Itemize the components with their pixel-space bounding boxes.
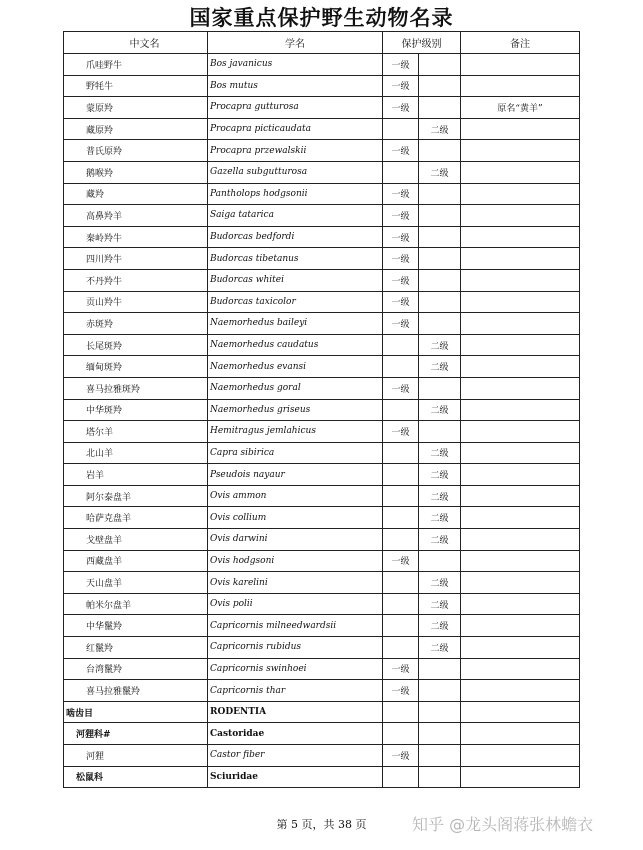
table-row (64, 118, 580, 140)
level-one-cell (383, 442, 419, 464)
note-cell (461, 377, 580, 399)
note-cell (461, 140, 580, 162)
level-one-cell: 一级 (383, 183, 419, 205)
scientific-name-cell: Ovis hodgsoni (208, 550, 383, 572)
note-cell (461, 269, 580, 291)
chinese-name-cell: 松鼠科 (64, 766, 208, 788)
table-row (64, 377, 580, 399)
note-cell (461, 399, 580, 421)
scientific-name-cell: Naemorhedus goral (208, 377, 383, 399)
table-row (64, 334, 580, 356)
chinese-name-cell: 北山羊 (64, 442, 208, 464)
chinese-name-cell: 哈萨克盘羊 (64, 507, 208, 529)
scientific-name-cell: Ovis polii (208, 593, 383, 615)
scientific-name-cell: Hemitragus jemlahicus (208, 421, 383, 443)
table-row (64, 745, 580, 767)
scientific-name-cell: RODENTIA (208, 701, 383, 723)
level-one-cell: 一级 (383, 745, 419, 767)
level-two-cell (419, 183, 461, 205)
level-two-cell: 二级 (419, 356, 461, 378)
level-two-cell: 二级 (419, 529, 461, 551)
table-row (64, 399, 580, 421)
scientific-name-cell: Capra sibirica (208, 442, 383, 464)
note-cell (461, 54, 580, 76)
level-one-cell (383, 161, 419, 183)
level-two-cell: 二级 (419, 464, 461, 486)
note-cell (461, 485, 580, 507)
scientific-name-cell: Bos mutus (208, 75, 383, 97)
chinese-name-cell: 藏羚 (64, 183, 208, 205)
scientific-name-cell: Budorcas whitei (208, 269, 383, 291)
level-one-cell: 一级 (383, 421, 419, 443)
level-two-cell: 二级 (419, 161, 461, 183)
table-row (64, 75, 580, 97)
chinese-name-cell: 台湾鬣羚 (64, 658, 208, 680)
chinese-name-cell: 阿尔泰盘羊 (64, 485, 208, 507)
chinese-name-cell: 喜马拉雅鬣羚 (64, 680, 208, 702)
chinese-name-cell: 河狸科# (64, 723, 208, 745)
note-cell (461, 442, 580, 464)
header-sci: 学名 (208, 32, 383, 54)
scientific-name-cell: Castoridae (208, 723, 383, 745)
note-cell (461, 572, 580, 594)
level-two-cell (419, 75, 461, 97)
header-note: 备注 (461, 32, 580, 54)
level-two-cell (419, 680, 461, 702)
scientific-name-cell: Capricornis thar (208, 680, 383, 702)
note-cell (461, 161, 580, 183)
scientific-name-cell: Ovis karelini (208, 572, 383, 594)
level-one-cell (383, 572, 419, 594)
level-one-cell (383, 529, 419, 551)
scientific-name-cell: Bos javanicus (208, 54, 383, 76)
level-two-cell (419, 745, 461, 767)
level-one-cell (383, 593, 419, 615)
note-cell (461, 723, 580, 745)
level-two-cell (419, 140, 461, 162)
table-row (64, 766, 580, 788)
note-cell (461, 356, 580, 378)
table-row (64, 248, 580, 270)
scientific-name-cell: Procapra picticaudata (208, 118, 383, 140)
chinese-name-cell: 中华鬣羚 (64, 615, 208, 637)
level-one-cell (383, 118, 419, 140)
scientific-name-cell: Ovis darwini (208, 529, 383, 551)
level-two-cell (419, 766, 461, 788)
scientific-name-cell: Ovis collium (208, 507, 383, 529)
chinese-name-cell: 爪哇野牛 (64, 54, 208, 76)
level-two-cell (419, 54, 461, 76)
table-row (64, 291, 580, 313)
level-two-cell (419, 269, 461, 291)
page-title: 国家重点保护野生动物名录 (189, 5, 454, 30)
chinese-name-cell: 蒙原羚 (64, 97, 208, 119)
note-cell: 原名“黄羊” (461, 97, 580, 119)
level-one-cell: 一级 (383, 377, 419, 399)
scientific-name-cell: Procapra przewalskii (208, 140, 383, 162)
table-row (64, 313, 580, 335)
scientific-name-cell: Naemorhedus baileyi (208, 313, 383, 335)
table-row (64, 161, 580, 183)
note-cell (461, 766, 580, 788)
level-one-cell: 一级 (383, 269, 419, 291)
note-cell (461, 658, 580, 680)
table-row (64, 356, 580, 378)
note-cell (461, 529, 580, 551)
table-row (64, 464, 580, 486)
chinese-name-cell: 西藏盘羊 (64, 550, 208, 572)
level-one-cell: 一级 (383, 54, 419, 76)
chinese-name-cell: 缅甸斑羚 (64, 356, 208, 378)
level-two-cell (419, 377, 461, 399)
watermark: 知乎 @龙头阁蒋张林蟾衣 (412, 815, 594, 834)
level-one-cell: 一级 (383, 97, 419, 119)
level-one-cell (383, 701, 419, 723)
chinese-name-cell: 藏原羚 (64, 118, 208, 140)
level-two-cell (419, 291, 461, 313)
level-two-cell (419, 421, 461, 443)
level-one-cell (383, 723, 419, 745)
table-row (64, 226, 580, 248)
level-two-cell (419, 723, 461, 745)
level-two-cell: 二级 (419, 507, 461, 529)
level-two-cell (419, 550, 461, 572)
table-row (64, 723, 580, 745)
note-cell (461, 226, 580, 248)
level-two-cell: 二级 (419, 485, 461, 507)
chinese-name-cell: 赤斑羚 (64, 313, 208, 335)
table-row (64, 680, 580, 702)
table-row (64, 572, 580, 594)
scientific-name-cell: Saiga tatarica (208, 205, 383, 227)
level-two-cell (419, 205, 461, 227)
chinese-name-cell: 四川羚牛 (64, 248, 208, 270)
scientific-name-cell: Pseudois nayaur (208, 464, 383, 486)
level-one-cell: 一级 (383, 680, 419, 702)
level-two-cell (419, 701, 461, 723)
note-cell (461, 507, 580, 529)
table-row (64, 97, 580, 119)
level-two-cell (419, 248, 461, 270)
header-row (64, 32, 580, 54)
scientific-name-cell: Gazella subgutturosa (208, 161, 383, 183)
chinese-name-cell: 野牦牛 (64, 75, 208, 97)
note-cell (461, 183, 580, 205)
header-cn: 中文名 (64, 32, 208, 54)
level-one-cell (383, 464, 419, 486)
note-cell (461, 205, 580, 227)
chinese-name-cell: 秦岭羚牛 (64, 226, 208, 248)
level-one-cell: 一级 (383, 140, 419, 162)
scientific-name-cell: Sciuridae (208, 766, 383, 788)
note-cell (461, 637, 580, 659)
table-row (64, 54, 580, 76)
level-one-cell: 一级 (383, 658, 419, 680)
scientific-name-cell: Ovis ammon (208, 485, 383, 507)
level-one-cell (383, 399, 419, 421)
table-row (64, 507, 580, 529)
level-two-cell: 二级 (419, 637, 461, 659)
scientific-name-cell: Pantholops hodgsonii (208, 183, 383, 205)
table-row (64, 442, 580, 464)
scientific-name-cell: Naemorhedus evansi (208, 356, 383, 378)
level-two-cell (419, 226, 461, 248)
note-cell (461, 593, 580, 615)
level-two-cell (419, 658, 461, 680)
chinese-name-cell: 帕米尔盘羊 (64, 593, 208, 615)
level-two-cell: 二级 (419, 399, 461, 421)
note-cell (461, 615, 580, 637)
scientific-name-cell: Capricornis milneedwardsii (208, 615, 383, 637)
note-cell (461, 248, 580, 270)
chinese-name-cell: 中华斑羚 (64, 399, 208, 421)
page-footer: 第 5 页，共 38 页 (276, 818, 367, 831)
level-two-cell: 二级 (419, 593, 461, 615)
scientific-name-cell: Budorcas tibetanus (208, 248, 383, 270)
chinese-name-cell: 天山盘羊 (64, 572, 208, 594)
table-row (64, 701, 580, 723)
scientific-name-cell: Procapra gutturosa (208, 97, 383, 119)
scientific-name-cell: Budorcas taxicolor (208, 291, 383, 313)
level-one-cell: 一级 (383, 75, 419, 97)
scientific-name-cell: Budorcas bedfordi (208, 226, 383, 248)
note-cell (461, 334, 580, 356)
level-two-cell: 二级 (419, 615, 461, 637)
scientific-name-cell: Capricornis rubidus (208, 637, 383, 659)
chinese-name-cell: 塔尔羊 (64, 421, 208, 443)
note-cell (461, 313, 580, 335)
species-table (63, 31, 580, 788)
table-row (64, 637, 580, 659)
level-one-cell: 一级 (383, 291, 419, 313)
level-two-cell: 二级 (419, 334, 461, 356)
chinese-name-cell: 鹅喉羚 (64, 161, 208, 183)
level-one-cell (383, 356, 419, 378)
level-one-cell (383, 507, 419, 529)
note-cell (461, 464, 580, 486)
scientific-name-cell: Capricornis swinhoei (208, 658, 383, 680)
scientific-name-cell: Naemorhedus caudatus (208, 334, 383, 356)
note-cell (461, 421, 580, 443)
scientific-name-cell: Castor fiber (208, 745, 383, 767)
table-body (64, 54, 580, 788)
level-one-cell: 一级 (383, 205, 419, 227)
table-row (64, 183, 580, 205)
chinese-name-cell: 贡山羚牛 (64, 291, 208, 313)
chinese-name-cell: 河狸 (64, 745, 208, 767)
note-cell (461, 680, 580, 702)
level-one-cell (383, 615, 419, 637)
level-two-cell: 二级 (419, 442, 461, 464)
level-one-cell: 一级 (383, 313, 419, 335)
note-cell (461, 118, 580, 140)
chinese-name-cell: 红鬣羚 (64, 637, 208, 659)
note-cell (461, 291, 580, 313)
table-row (64, 658, 580, 680)
level-two-cell (419, 313, 461, 335)
level-two-cell: 二级 (419, 118, 461, 140)
chinese-name-cell: 岩羊 (64, 464, 208, 486)
table-row (64, 529, 580, 551)
chinese-name-cell: 长尾斑羚 (64, 334, 208, 356)
level-one-cell: 一级 (383, 550, 419, 572)
table-row (64, 550, 580, 572)
note-cell (461, 75, 580, 97)
level-one-cell (383, 766, 419, 788)
chinese-name-cell: 喜马拉雅斑羚 (64, 377, 208, 399)
level-one-cell (383, 334, 419, 356)
chinese-name-cell: 高鼻羚羊 (64, 205, 208, 227)
table-row (64, 593, 580, 615)
chinese-name-cell: 啮齿目 (64, 701, 208, 723)
scientific-name-cell: Naemorhedus griseus (208, 399, 383, 421)
note-cell (461, 701, 580, 723)
table-row (64, 615, 580, 637)
chinese-name-cell: 戈壁盘羊 (64, 529, 208, 551)
level-one-cell: 一级 (383, 248, 419, 270)
table-row (64, 269, 580, 291)
level-two-cell: 二级 (419, 572, 461, 594)
table-row (64, 421, 580, 443)
level-two-cell (419, 97, 461, 119)
table-row (64, 140, 580, 162)
chinese-name-cell: 不丹羚牛 (64, 269, 208, 291)
chinese-name-cell: 普氏原羚 (64, 140, 208, 162)
level-one-cell (383, 485, 419, 507)
note-cell (461, 550, 580, 572)
note-cell (461, 745, 580, 767)
table-row (64, 485, 580, 507)
level-one-cell (383, 637, 419, 659)
table-row (64, 205, 580, 227)
level-one-cell: 一级 (383, 226, 419, 248)
header-level: 保护级别 (383, 32, 461, 54)
